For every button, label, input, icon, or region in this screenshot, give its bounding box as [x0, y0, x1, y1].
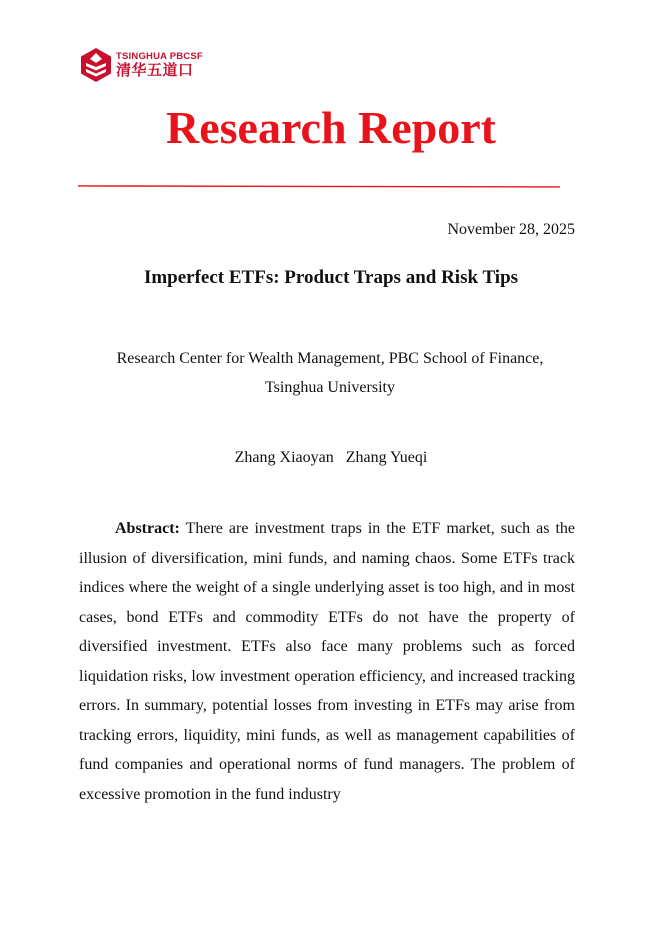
abstract: [79, 514, 575, 809]
logo-english-name: TSINGHUA PBCSF: [116, 50, 203, 62]
affiliation: [80, 344, 580, 402]
authors: Zhang Xiaoyan Zhang Yueqi: [234, 449, 428, 466]
abstract-label: Abstract:: [115, 520, 180, 537]
abstract-text: There are investment traps in the ETF market, such as the illusion of diversification, mini funds, and naming chaos. Some ETFs track indices where the weight of a single underlying asset is too high, and in most cases, bond ETFs and commodity ETFs do not have the property of diversified investment. ETFs also face many problems such as forced liquidation risks, low investment operation efficiency, and increased tracking errors. In summary, potential losses from investing in ETFs may arise from tracking errors, liquidity, mini funds, as well as management capabilities of fund companies and operational norms of fund managers. The problem of excessive promotion in the fund industry: [79, 520, 575, 803]
logo-text: [116, 52, 203, 79]
logo-chinese-name: 清华五道口: [116, 61, 194, 80]
logo: [80, 46, 203, 84]
paper-title: Imperfect ETFs: Product Traps and Risk Tips: [143, 267, 519, 288]
affiliation-line-1: Research Center for Wealth Management, PBC School of Finance,: [116, 350, 544, 367]
tsinghua-pbcsf-emblem-icon: [80, 47, 112, 83]
report-title: Research Report: [166, 102, 496, 153]
report-date: November 28, 2025: [447, 221, 575, 238]
affiliation-line-2: Tsinghua University: [265, 379, 395, 396]
title-divider: [78, 184, 560, 188]
